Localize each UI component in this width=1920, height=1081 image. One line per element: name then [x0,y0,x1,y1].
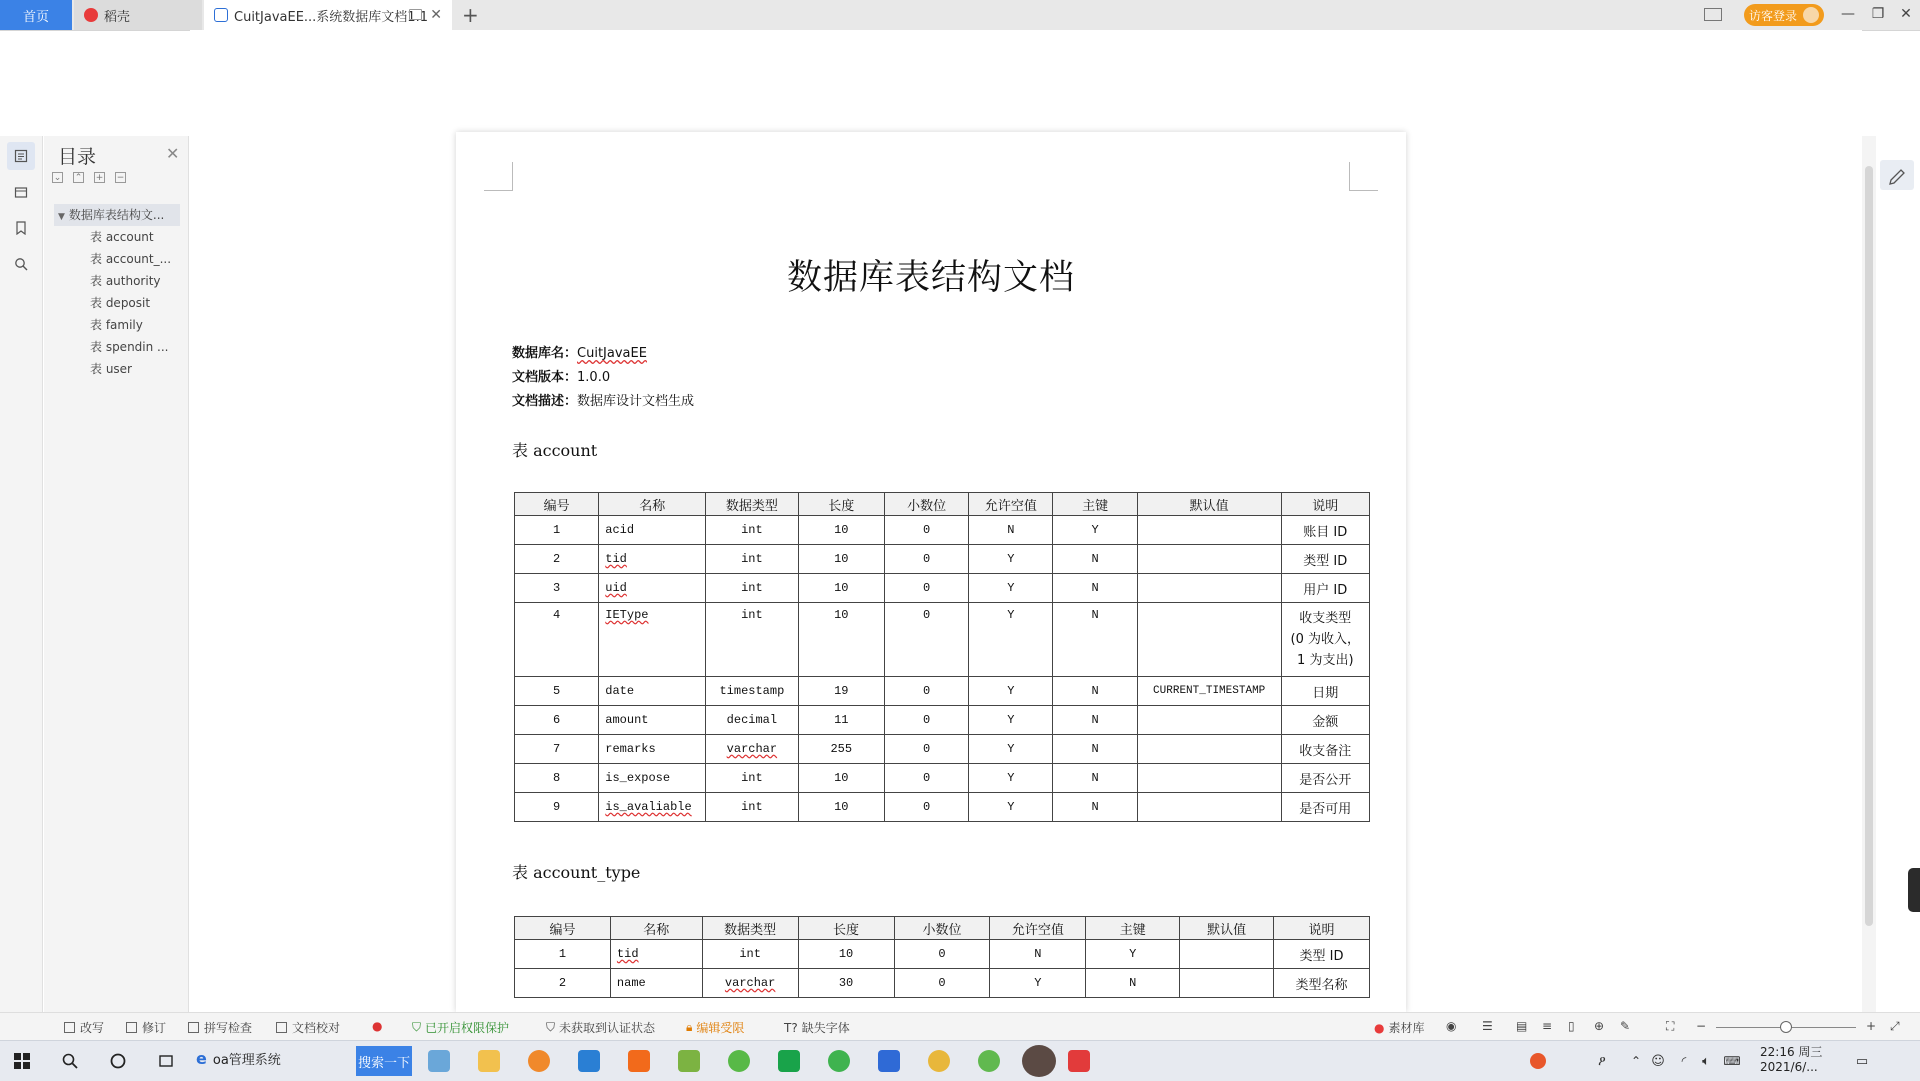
table-cell: IEType [599,603,706,677]
col-header: 默认值 [1137,493,1281,516]
status-permission-protected[interactable]: ⛉ 已开启权限保护 [412,1020,510,1035]
col-header: 允许空值 [990,917,1086,940]
table-header-row [515,493,1370,516]
status-spellcheck[interactable]: 拼写检查 [188,1019,252,1036]
table-cell: remarks [599,735,706,764]
col-header: 说明 [1281,493,1369,516]
table-cell: tid [599,545,706,574]
edit-pen-icon[interactable] [1880,160,1914,190]
cortana-icon[interactable] [106,1049,130,1073]
record-icon[interactable]: ● [372,1019,383,1033]
table-cell: 1 [515,516,599,545]
outline-toggle-icon[interactable] [7,142,35,170]
table-cell [1180,940,1274,969]
table-row [515,940,1370,969]
table-cell: 10 [798,574,884,603]
table-cell: N [1053,793,1137,822]
panel-layout-icon[interactable] [1704,8,1722,21]
tab-bar [0,0,1920,31]
reading-view-icon[interactable]: ▯ [1568,1019,1575,1033]
table-cell: N [1053,764,1137,793]
meta-version: 文档版本：1.0.0 [512,370,611,385]
windows-start-icon[interactable] [10,1049,34,1073]
file-explorer-icon[interactable] [478,1050,500,1072]
table-cell: 1 [515,940,611,969]
sogou-ime-icon[interactable] [1530,1053,1546,1069]
table-cell: 10 [798,516,884,545]
table-cell [1137,574,1281,603]
col-header: 默认值 [1180,917,1274,940]
table-cell: 2 [515,545,599,574]
table-cell: N [1053,574,1137,603]
daoke-icon [84,8,98,22]
meta-db-name: 数据库名：CuitJavaEE [512,346,647,361]
table-cell: Y [1086,940,1180,969]
section-heading-account: 表 account [512,441,598,460]
edge-legacy-icon[interactable] [828,1050,850,1072]
table-cell: int [706,545,798,574]
table-cell: Y [969,603,1053,677]
search-icon[interactable] [58,1049,82,1073]
intellij-icon[interactable] [878,1050,900,1072]
col-header: 名称 [599,493,706,516]
table-row [515,764,1370,793]
table-cell: 19 [798,677,884,706]
table-cell: 0 [884,706,968,735]
font-icon: T? [784,1020,798,1035]
table-row [515,603,1370,677]
write-view-icon[interactable]: ✎ [1620,1019,1631,1033]
table-cell: 10 [798,764,884,793]
word-doc-icon [214,8,228,22]
overwrite-icon [64,1022,75,1033]
guest-login-label: 访客登录 [1748,8,1797,23]
table-cell: Y [969,706,1053,735]
table-cell: Y [969,545,1053,574]
table-cell: 3 [515,574,599,603]
table-cell: int [706,516,798,545]
table-cell: 10 [798,940,894,969]
outline-item-account-type[interactable]: 表 account_... [90,252,172,266]
table-cell: CURRENT_TIMESTAMP [1137,677,1281,706]
outline-item-authority[interactable]: 表 authority [90,274,161,288]
table-row [515,545,1370,574]
table-cell: acid [599,516,706,545]
vertical-scrollbar[interactable] [1862,136,1876,1012]
avatar-app-icon[interactable] [1022,1045,1056,1077]
scroll-thumb[interactable] [1865,166,1873,926]
outline-item-account[interactable]: 表 account [90,230,154,244]
list-view-icon[interactable]: ≡ [1542,1019,1553,1033]
col-header: 编号 [515,493,599,516]
table-cell: 类型名称 [1274,969,1370,998]
col-header: 小数位 [894,917,990,940]
outline-item-user[interactable]: 表 user [90,362,132,376]
outline-toolbar [52,172,126,183]
col-header: 名称 [610,917,702,940]
table-cell: 类型 ID [1281,545,1369,574]
table-cell: 类型 ID [1274,940,1370,969]
table-cell: 账目 ID [1281,516,1369,545]
table-cell: N [1053,603,1137,677]
table-cell: Y [969,677,1053,706]
table-cell: 0 [884,574,968,603]
table-cell: Y [969,735,1053,764]
col-header: 小数位 [884,493,968,516]
eye-protection-icon[interactable]: ◉ [1446,1019,1457,1033]
tray-chevron-icon[interactable]: ⌃ [1630,1054,1642,1068]
table-cell: 0 [884,735,968,764]
status-bar [0,1012,1920,1041]
table-cell: uid [599,574,706,603]
crop-mark-top-left [484,162,513,191]
lock-icon: 🔒︎ [686,1020,693,1034]
status-track-changes[interactable]: 修订 [126,1019,166,1036]
table-row [515,706,1370,735]
spellcheck-icon [188,1022,199,1033]
outline-list [54,204,180,380]
table-account-type [514,916,1370,998]
table-cell: is_avaliable [599,793,706,822]
status-material-library[interactable]: ● 素材库 [1374,1020,1425,1035]
taskbar-app-oa[interactable]: e oa管理系统 [196,1049,281,1068]
zoom-in-icon[interactable]: + [1866,1019,1877,1033]
table-cell: 0 [894,969,990,998]
table-row [515,969,1370,998]
table-cell: 收支备注 [1281,735,1369,764]
bookmark-icon[interactable] [7,214,35,242]
table-cell: 30 [798,969,894,998]
table-cell: int [706,793,798,822]
search-tool-icon[interactable] [528,1050,550,1072]
notepad-icon[interactable] [428,1050,450,1072]
ie-icon: e [196,1049,207,1068]
table-cell: Y [990,969,1086,998]
tab-home[interactable] [0,0,72,30]
meta-description: 文档描述：数据库设计文档生成 [512,394,695,409]
status-proofread[interactable]: 文档校对 [276,1019,340,1036]
qq-icon[interactable]: ☺ [1651,1053,1665,1069]
remove-heading-icon[interactable]: − [116,173,125,183]
close-outline-icon[interactable]: ✕ [166,144,180,163]
search-go-button[interactable]: 搜索一下 [356,1046,412,1076]
table-row [515,793,1370,822]
table-cell: 0 [884,545,968,574]
page-view-icon[interactable]: ▤ [1516,1019,1528,1033]
web-view-icon[interactable]: ⊕ [1594,1019,1605,1033]
table-cell [1180,969,1274,998]
tab-home-label: 首页 [22,9,49,25]
add-heading-icon[interactable]: + [95,173,104,183]
table-cell: 0 [884,793,968,822]
table-cell [1137,764,1281,793]
table-cell: decimal [706,706,798,735]
table-cell: N [1086,969,1180,998]
document-page[interactable] [456,132,1406,1012]
table-cell [1137,793,1281,822]
table-cell: N [969,516,1053,545]
table-cell: 0 [894,940,990,969]
table-cell: 0 [884,603,968,677]
table-account [514,492,1370,822]
status-missing-fonts[interactable]: T? 缺失字体 [784,1020,850,1035]
navigation-icon[interactable] [7,178,35,206]
wifi-icon[interactable]: ◜ [1681,1054,1687,1068]
table-cell: tid [610,940,702,969]
col-header: 编号 [515,917,611,940]
tab-daoke-label: 稻壳 [104,9,131,25]
outline-item-family[interactable]: 表 family [90,318,143,332]
fit-page-icon[interactable]: ⛶ [1666,1019,1675,1033]
table-cell: 8 [515,764,599,793]
table-cell: N [990,940,1086,969]
table-cell: 10 [798,793,884,822]
col-header: 数据类型 [702,917,798,940]
outline-panel [44,136,189,1012]
table-cell: 日期 [1281,677,1369,706]
tab-document[interactable] [204,0,452,30]
left-rail [0,136,43,1012]
minimize-icon[interactable]: — [1841,6,1855,22]
media-player-icon[interactable] [578,1050,600,1072]
table-cell: int [706,764,798,793]
outline-item-spending[interactable]: 表 spendin ... [90,340,169,354]
chat-app-icon[interactable] [728,1050,750,1072]
avatar-icon [1803,7,1819,23]
collapse-icon[interactable]: ⌃ [74,173,83,183]
outline-title: 目录 [58,146,97,168]
fullscreen-icon[interactable]: ⤢ [1890,1019,1900,1033]
table-cell: 7 [515,735,599,764]
table-header-row [515,917,1370,940]
restore-icon[interactable]: ❐ [1871,6,1885,22]
table-cell: int [702,940,798,969]
table-cell: 5 [515,677,599,706]
proofread-icon [276,1022,287,1033]
table-cell: Y [969,574,1053,603]
col-header: 允许空值 [969,493,1053,516]
outline-view-icon[interactable]: ☰ [1482,1019,1493,1033]
table-cell: name [610,969,702,998]
status-overwrite[interactable]: 改写 [64,1019,104,1036]
close-window-icon[interactable]: ✕ [1900,6,1912,22]
table-cell [1137,516,1281,545]
table-cell [1137,545,1281,574]
table-cell: int [706,603,798,677]
status-edit-restricted[interactable]: 🔒︎ 编辑受限 [686,1020,745,1035]
table-cell: N [1053,735,1137,764]
table-row [515,574,1370,603]
table-cell [1137,735,1281,764]
section-heading-account-type: 表 account_type [512,863,641,882]
table-cell: 10 [798,545,884,574]
tab-daoke[interactable] [74,0,202,30]
table-cell: 2 [515,969,611,998]
table-cell: 9 [515,793,599,822]
outline-item-deposit[interactable]: 表 deposit [90,296,151,310]
hbuilder-icon[interactable] [778,1050,800,1072]
notes-app-icon[interactable] [678,1050,700,1072]
table-cell: varchar [706,735,798,764]
outline-item-root[interactable]: ▼ 数据库表结构文... [54,204,180,226]
document-title: 数据库表结构文档 [786,258,1075,298]
col-header: 主键 [1086,917,1180,940]
wps-icon[interactable] [1068,1050,1090,1072]
notification-icon[interactable]: ▭ [1855,1053,1869,1069]
crop-mark-top-right [1349,162,1378,191]
col-header: 长度 [798,917,894,940]
table-cell: 是否公开 [1281,764,1369,793]
taskbar-clock[interactable]: 22:16 周三 2021/6/... [1760,1045,1823,1074]
track-changes-icon [126,1022,137,1033]
task-view-icon[interactable] [154,1049,178,1073]
table-row [515,516,1370,545]
table-cell: varchar [702,969,798,998]
table-cell: 6 [515,706,599,735]
check-shield-icon: ⛉ [546,1020,556,1034]
table-cell [1137,706,1281,735]
table-row [515,677,1370,706]
table-cell: amount [599,706,706,735]
table-cell: N [1053,545,1137,574]
table-cell-multiline: 收支类型 (0 为收入， 1 为支出) [1281,603,1369,677]
taskbar [0,1040,1920,1081]
table-cell: 0 [884,764,968,793]
table-row [515,735,1370,764]
table-cell: 11 [798,706,884,735]
table-cell: 0 [884,677,968,706]
keyboard-icon[interactable]: ⌨︎ [1723,1054,1741,1068]
col-header: 说明 [1274,917,1370,940]
settings-app-icon[interactable] [628,1050,650,1072]
guest-login-button[interactable] [1744,4,1824,26]
table-cell: timestamp [706,677,798,706]
chrome-icon[interactable] [928,1050,950,1072]
table-cell: Y [969,793,1053,822]
material-icon: ● [1374,1020,1385,1035]
table-cell: 金额 [1281,706,1369,735]
table-cell: 是否可用 [1281,793,1369,822]
table-cell: is_expose [599,764,706,793]
search-icon[interactable] [7,250,35,278]
col-header: 主键 [1053,493,1137,516]
col-header: 数据类型 [706,493,798,516]
caret-down-icon: ▼ [58,212,65,222]
tab-document-label: CuitJavaEE...系统数据库文档1.1 [234,9,428,25]
zoom-slider-knob[interactable] [1780,1021,1792,1033]
table-cell: N [1053,706,1137,735]
table-cell [1137,603,1281,677]
zoom-out-icon[interactable]: − [1696,1019,1707,1033]
status-certification[interactable]: ⛉ 未获取到认证状态 [546,1020,656,1035]
shield-icon: ⛉ [412,1020,422,1034]
table-cell: date [599,677,706,706]
spring-tool-icon[interactable] [978,1050,1000,1072]
side-drawer-handle[interactable] [1908,868,1920,912]
table-cell: Y [1053,516,1137,545]
col-header: 长度 [798,493,884,516]
table-cell: 0 [884,516,968,545]
volume-icon[interactable]: 🔈︎ [1702,1053,1710,1069]
table-cell: 255 [798,735,884,764]
close-tab-icon[interactable]: ✕ [430,7,442,23]
monitor-icon[interactable] [409,9,422,20]
people-icon[interactable]: ዖ [1598,1053,1606,1069]
table-cell: Y [969,764,1053,793]
table-cell: 4 [515,603,599,677]
expand-icon[interactable]: ⌄ [53,173,62,183]
add-tab-icon[interactable]: + [462,3,479,27]
table-cell: 10 [798,603,884,677]
table-cell: N [1053,677,1137,706]
table-cell: int [706,574,798,603]
table-cell: 用户 ID [1281,574,1369,603]
